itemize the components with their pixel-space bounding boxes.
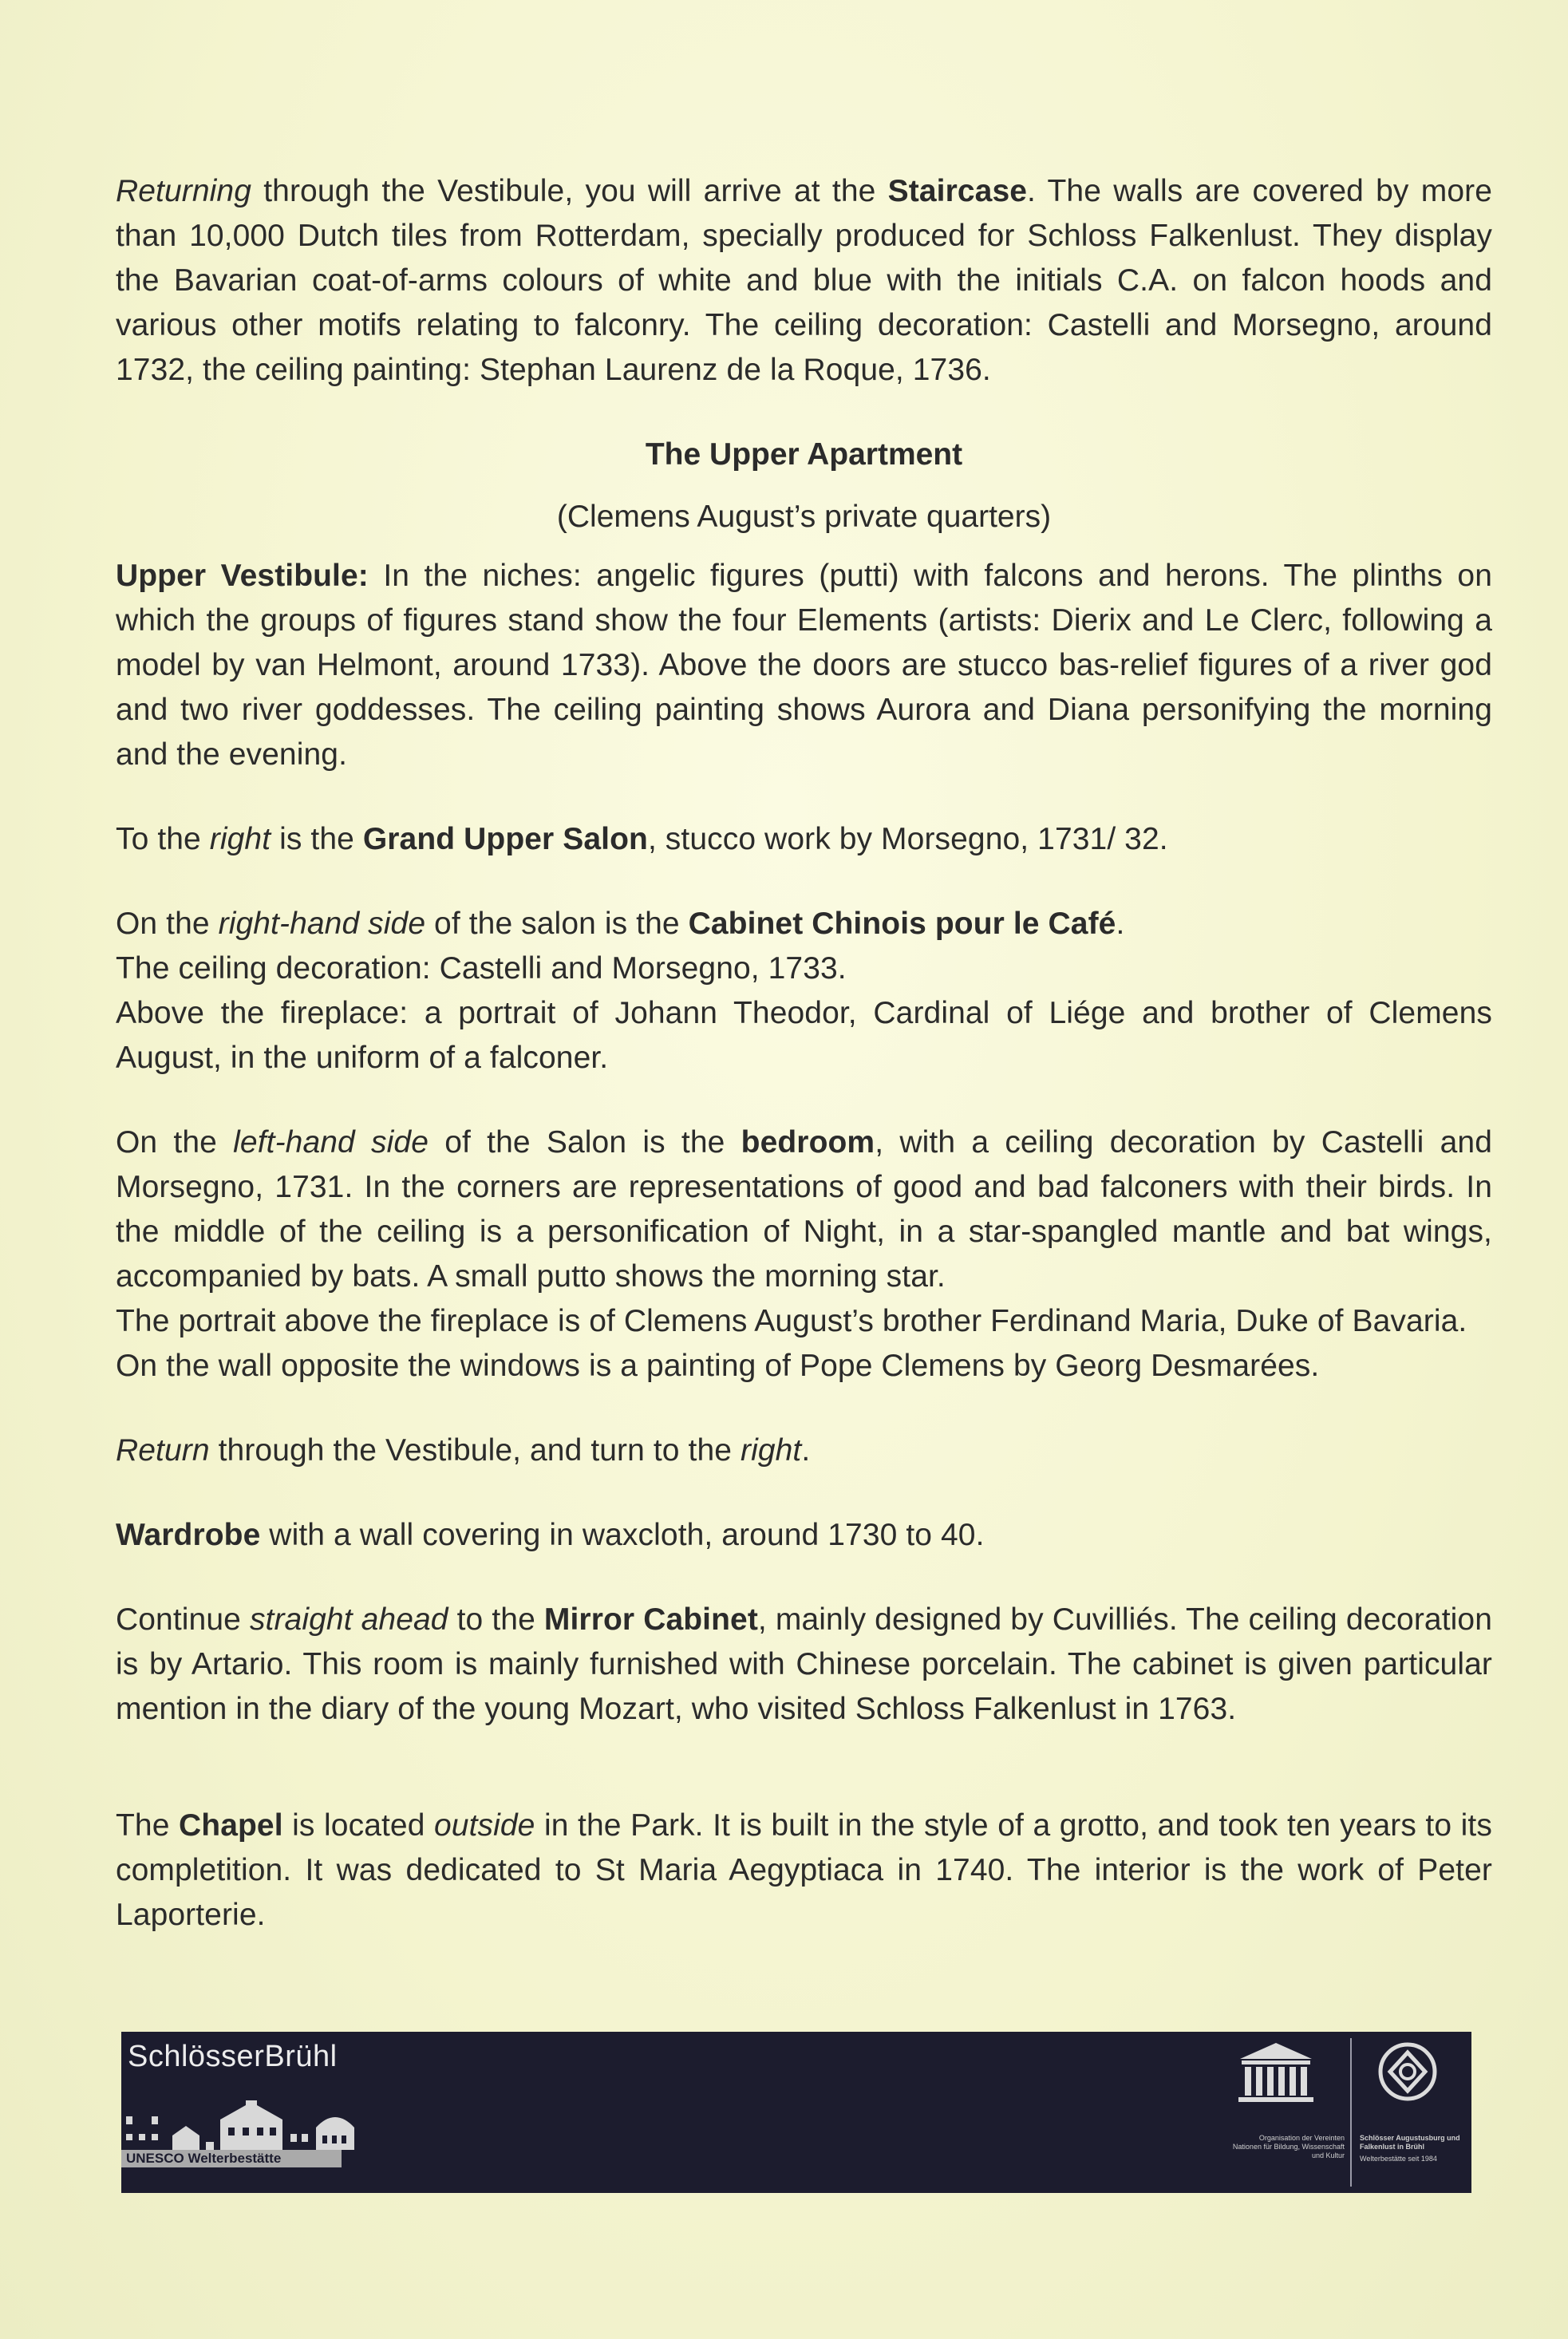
paragraph-line: [116, 1120, 1492, 1299]
bold-mirror-cabinet: Mirror Cabinet: [543, 1602, 758, 1637]
text-span: is the: [271, 822, 363, 856]
paragraph-chapel: [116, 1804, 1492, 1938]
partner-logos: [1224, 2038, 1463, 2187]
logo-divider: [1350, 2038, 1352, 2187]
paragraph-cabinet-chinois: [116, 902, 1492, 1081]
text-span: to the: [448, 1602, 544, 1637]
text-span: In the niches: angelic figures (putti) with falcons and herons. The plinths on which the groups of figures stand show the four Elements (artists: Dierix and Le Clerc, following a model by van Helmont, around 1733). Above the doors are stucco bas-relief figures of a river god and two river goddesses. The ceiling painting shows Aurora and Diana personifying the morning and the evening.: [116, 559, 1492, 772]
whc-caption-text: Welterbestätte seit 1984: [1360, 2155, 1437, 2163]
paragraph-line: On the wall opposite the windows is a painting of Pope Clemens by Georg Desmarées.: [116, 1349, 1320, 1383]
text-span: through the Vestibule, and turn to the: [209, 1433, 741, 1468]
castle-silhouette-icon: [126, 2078, 365, 2150]
whc-caption-title: Schlösser Augustusburg und Falkenlust in Brühl: [1360, 2134, 1460, 2151]
paragraph-line: [116, 902, 1492, 946]
unesco-temple-icon: [1232, 2038, 1320, 2110]
text-span: .: [1116, 907, 1125, 941]
text-span: is located: [282, 1808, 435, 1843]
brand-title: SchlösserBrühl: [128, 2040, 338, 2073]
paragraph-upper-vestibule: [116, 554, 1492, 777]
text-span: , mainly designed by Cuvilliés. The ceiling decoration is by Artario. This room is mainly furnished with Chinese porcelain. The cabinet is given particular mention in the diary of the young Mozart, who visited Schloss Falkenlust in 1763.: [116, 1602, 1492, 1726]
section-title: The Upper Apartment: [645, 437, 963, 472]
text-span: On the: [116, 1125, 234, 1160]
paragraph-grand-upper-salon: [116, 817, 1492, 862]
emphasis-returning: Returning: [116, 174, 252, 208]
text-span: of the salon is the: [425, 907, 689, 941]
text-span: with a wall covering in waxcloth, around 1730 to 40.: [260, 1518, 985, 1552]
paragraph-bedroom: [116, 1120, 1492, 1389]
bold-grand-upper-salon: Grand Upper Salon: [362, 822, 648, 856]
bold-wardrobe: Wardrobe: [116, 1518, 261, 1552]
paragraph-wardrobe: [116, 1513, 1492, 1558]
bold-staircase: Staircase: [887, 174, 1028, 208]
text-span: To the: [116, 822, 210, 856]
brand-strip-label: UNESCO Welterbestätte: [121, 2150, 342, 2167]
text-span: On the: [116, 907, 219, 941]
emphasis-straight-ahead: straight ahead: [249, 1602, 448, 1637]
emphasis-outside: outside: [434, 1808, 535, 1843]
info-sheet: [116, 169, 1492, 1938]
text-span: .: [801, 1433, 811, 1468]
paragraph-mirror-cabinet: [116, 1598, 1492, 1732]
emphasis-right-hand-side: right-hand side: [218, 907, 426, 941]
text-span: in the Park. It is built in the style of a grotto, and took ten years to its completition. It was dedicated to St Maria Aegyptiaca in 1740. The interior is the work of Peter Laporterie.: [116, 1808, 1492, 1932]
bold-upper-vestibule: Upper Vestibule:: [116, 559, 369, 593]
emphasis-right: right: [209, 822, 271, 856]
emphasis-return: Return: [116, 1433, 210, 1468]
brand-logo: [121, 2032, 385, 2193]
world-heritage-emblem-icon: [1376, 2040, 1440, 2104]
text-span: of the Salon is the: [429, 1125, 741, 1160]
bold-bedroom: bedroom: [741, 1125, 875, 1160]
paragraph-return: [116, 1428, 1492, 1473]
paragraph-line: The ceiling decoration: Castelli and Morsegno, 1733.: [116, 951, 847, 986]
bold-cabinet-chinois: Cabinet Chinois pour le Café: [688, 907, 1116, 941]
text-span: The: [116, 1808, 180, 1843]
text-span: , with a ceiling decoration by Castelli and Morsegno, 1731. In the corners are representations of good and bad falconers with their birds. In the middle of the ceiling is a personification of Night, in a star-spangled mantle and bat wings, accompanied by bats. A small putto shows the morning star.: [116, 1125, 1492, 1294]
section-subtitle: (Clemens August’s private quarters): [556, 500, 1052, 534]
footer-banner: [121, 2032, 1471, 2193]
text-span: through the Vestibule, you will arrive at the: [251, 174, 888, 208]
bold-chapel: Chapel: [179, 1808, 283, 1843]
text-span: . The walls are covered by more than 10,000 Dutch tiles from Rotterdam, specially produced for Schloss Falkenlust. They display the Bavarian coat-of-arms colours of white and blue with the initials C.A. on falcon hoods and various other motifs relating to falconry. The ceiling decoration: Castelli and Morsegno, around 1732, the ceiling painting: Stephan Laurenz de la Roque, 1736.: [116, 174, 1492, 387]
paragraph-line: The portrait above the fireplace is of Clemens August’s brother Ferdinand Maria, Duke of Bavaria.: [116, 1304, 1467, 1338]
emphasis-left-hand-side: left-hand side: [233, 1125, 429, 1160]
paragraph-line: Above the fireplace: a portrait of Johann Theodor, Cardinal of Liége and brother of Clemens August, in the uniform of a falconer.: [116, 996, 1492, 1075]
text-span: Continue: [116, 1602, 250, 1637]
unesco-caption: Organisation der Vereinten Nationen für Bildung, Wissenschaft und Kultur: [1232, 2134, 1345, 2159]
text-span: , stucco work by Morsegno, 1731/ 32.: [647, 822, 1168, 856]
emphasis-right: right: [740, 1433, 802, 1468]
paragraph-staircase: [116, 169, 1492, 393]
